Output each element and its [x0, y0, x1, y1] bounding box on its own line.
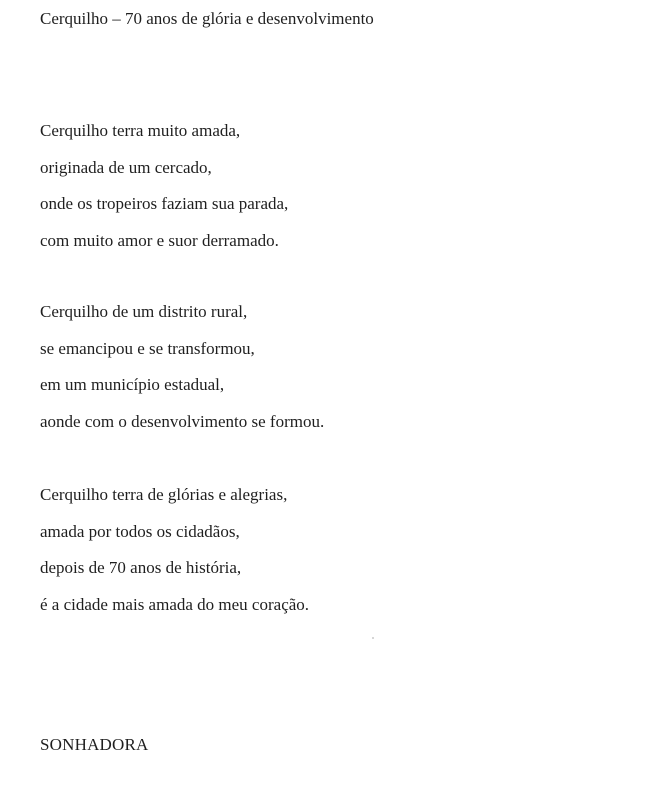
- author-signature: SONHADORA: [40, 735, 149, 754]
- poem-line: com muito amor e suor derramado.: [40, 230, 279, 250]
- poem-line: onde os tropeiros faziam sua parada,: [40, 194, 289, 213]
- poem-line: amada por todos os cidadãos,: [40, 521, 240, 541]
- paper-speck: [372, 637, 374, 639]
- stanza-3: [40, 477, 309, 623]
- poem-line: Cerquilho terra muito amada,: [40, 121, 241, 140]
- poem-line: depois de 70 anos de história,: [40, 558, 242, 577]
- poem-title: Cerquilho – 70 anos de glória e desenvolvimento: [40, 9, 374, 28]
- poem-line: em um município estadual,: [40, 375, 225, 394]
- poem-line: originada de um cercado,: [40, 157, 212, 177]
- stanza-1: [40, 113, 288, 259]
- poem-line: é a cidade mais amada do meu coração.: [40, 594, 310, 614]
- stanza-2: [40, 294, 324, 440]
- poem-line: Cerquilho de um distrito rural,: [40, 302, 248, 321]
- poem-line: Cerquilho terra de glórias e alegrias,: [40, 485, 288, 504]
- poem-line: aonde com o desenvolvimento se formou.: [40, 411, 325, 431]
- poem-line: se emancipou e se transformou,: [40, 338, 255, 358]
